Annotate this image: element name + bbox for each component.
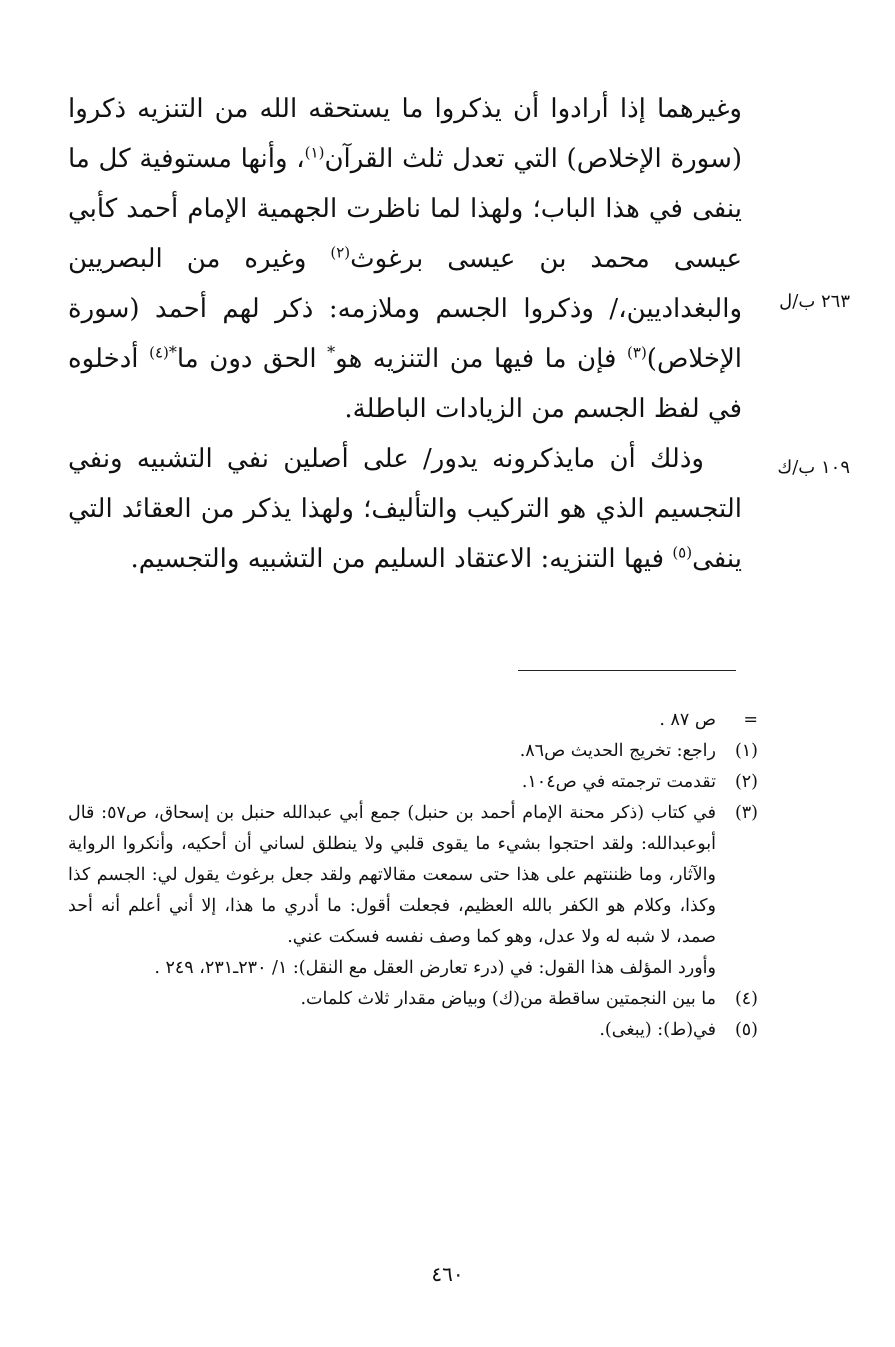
- paragraph-1: [68, 84, 742, 434]
- text-run: أدخلوه في لفظ الجسم من الزيادات الباطلة.: [68, 344, 742, 424]
- footnote-number: (٥): [734, 1020, 758, 1040]
- footnote-text: ص ٨٧ .: [659, 710, 716, 730]
- footnote-number: (٣): [734, 803, 758, 823]
- margin-note-manuscript-k: ١٠٩ ب/ك: [777, 457, 850, 478]
- text-run: فإن ما فيها من التنزيه هو: [335, 344, 628, 374]
- asterisk-mark: *: [168, 342, 177, 362]
- text-run: وذلك أن مايذكرونه يدور/ على أصلين نفي التشبيه ونفي التجسيم الذي هو التركيب والتأليف؛ ولهذا يذكر من العقائد التي ينفى: [68, 444, 742, 574]
- footnote-text: في(ط): (يبغى).: [599, 1020, 716, 1040]
- footnote-ref-5[interactable]: (٥): [672, 543, 693, 562]
- footnote-ref-3[interactable]: (٣): [627, 343, 647, 362]
- page-number: ٤٦٠: [431, 1262, 464, 1286]
- footnote-ref-4[interactable]: (٤): [149, 343, 169, 362]
- margin-note-manuscript-l: ٢٦٣ ب/ل: [779, 291, 850, 312]
- footnote-number: (٢): [734, 772, 758, 792]
- footnote-text: في كتاب (ذكر محنة الإمام أحمد بن حنبل) جمع أبي عبدالله حنبل بن إسحاق، ص٥٧: قال أبوعبدالله: ولقد احتجوا بشيء ما يقوى قلبي ولا ينطلق لساني أن أحكيه، وأنكروا الرواية والآثار، وما ظننتهم على هذا حتى سمعت مقالاتهم ولقد جعل برغوث يقول لي: الجسم كذا وكذا، وكلام هو الكفر بالله العظيم، فجعلت أقول: ما أدري ما هذا، إلا أني أعلم أنه أحد صمد، لا شبه له ولا عدل، وهو كما وصف نفسه فسكت عني.: [68, 803, 717, 947]
- footnote-text: تقدمت ترجمته في ص١٠٤.: [521, 772, 716, 792]
- footnote-3-extra: وأورد المؤلف هذا القول: في (درء تعارض العقل مع النقل): ١/ ٢٣٠ـ٢٣١، ٢٤٩ .: [154, 958, 716, 978]
- footnote-2: [68, 767, 758, 798]
- footnote-number: =: [743, 710, 758, 730]
- main-text: [68, 84, 742, 584]
- footnote-separator: [518, 670, 736, 671]
- paragraph-2: [68, 434, 742, 584]
- asterisk-mark: *: [327, 342, 336, 362]
- text-run: وغيره من البصريين والبغداديين،/ وذكروا الجسم وملازمه: ذكر لهم أحمد (سورة الإخلاص): [68, 244, 743, 374]
- footnote-ref-1[interactable]: (١): [304, 143, 325, 162]
- text-run: الحق دون ما: [176, 344, 328, 374]
- footnote-continuation: [68, 705, 758, 736]
- footnotes: [68, 705, 758, 1046]
- footnote-text: راجع: تخريج الحديث ص٨٦.: [519, 741, 716, 761]
- footnote-5: [68, 1015, 758, 1046]
- footnote-number: (٤): [734, 989, 758, 1009]
- footnote-ref-2[interactable]: (٢): [330, 243, 351, 262]
- footnote-4: [68, 984, 758, 1015]
- footnote-text: ما بين النجمتين ساقطة من(ك) وبياض مقدار ثلاث كلمات.: [300, 989, 716, 1009]
- text-run: ، وأنها مستوفية كل ما ينفى في هذا الباب؛ ولهذا لما ناظرت الجهمية الإمام أحمد كأبي عيسى محمد بن عيسى برغوث: [68, 144, 742, 274]
- text-run: وغيرهما إذا أرادوا أن يذكروا ما يستحقه الله من التنزيه ذكروا (سورة الإخلاص) التي تعدل ثلث القرآن: [68, 94, 743, 174]
- footnote-number: (١): [734, 741, 758, 761]
- text-run: فيها التنزيه: الاعتقاد السليم من التشبيه والتجسيم.: [130, 544, 673, 574]
- footnote-3: [68, 798, 758, 953]
- footnote-1: [68, 736, 758, 767]
